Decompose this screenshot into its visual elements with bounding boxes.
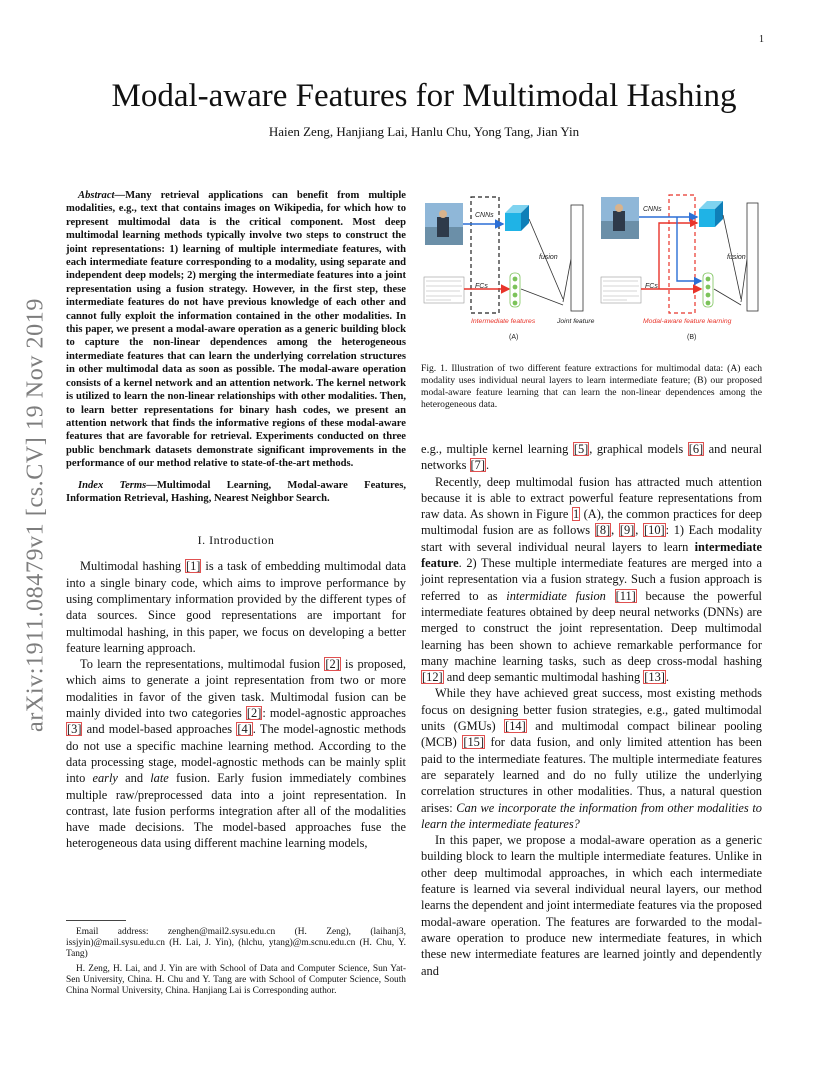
intro-paragraph-2: To learn the representations, multimodal fusion [2] is proposed, which aims to generate a joint representation from two or more modalities in favor of the given task. Multimodal fusion can be mainly divided into two categories [2]: model-agnostic approaches [3] and model-based approaches [4]. The model-agnostic methods do not use a specific machine learning method. According to the data processing stage, model-agnostic methods can be mainly split into early and late fusion. Early fusion immediately combines multiple raw/preprocessed data into a joint representation. In contrast, late fusion performs integration after all of the modalities have made decisions. The model-based approaches fuse the heterogeneous data using different machine learning models, xyxy=(66,657,407,851)
abstract xyxy=(66,189,406,471)
paragraph-continuation: e.g., multiple kernel learning [5], graphical models [6] and neural networks [7]. xyxy=(421,442,763,473)
label-modal-aware: Modal-aware feature learning xyxy=(643,318,732,325)
right-column-text xyxy=(421,441,762,979)
author-list: Haien Zeng, Hanjiang Lai, Hanlu Chu, Yong Tang, Jian Yin xyxy=(268,124,580,139)
citation-link[interactable]: [9] xyxy=(619,523,635,538)
citation-link[interactable]: [7] xyxy=(470,458,485,473)
fc-node xyxy=(706,277,711,282)
citation-link[interactable]: [11] xyxy=(615,588,636,603)
figure-caption: Fig. 1. Illustration of two different feature extractions for multimodal data: (A) each modality uses individual neural layers to learn intermediate feature; (B) our proposed modal-aware feature learning that can learn the non-linear dependences among the heterogeneous data. xyxy=(421,363,762,410)
label-joint-feature: Joint feature xyxy=(557,318,595,325)
paper-title: Modal-aware Features for Multimodal Hashing xyxy=(111,78,737,114)
citation-link[interactable]: [12] xyxy=(422,670,443,685)
figure-1-diagram xyxy=(421,189,762,349)
intro-paragraph-1: Multimodal hashing [1] is a task of embedding multimodal data into a single binary code, which aims to improve performance by using complimentary information provided by the different types of data sources. Since good representations are important for multimodal hashing, in this paper, we focus on developing a better feature learning approach. xyxy=(66,559,406,655)
joint-feature-bar-b xyxy=(747,203,758,311)
label-fusion-a: fusion xyxy=(539,254,558,261)
fc-node xyxy=(706,301,711,306)
citation-link[interactable]: [4] xyxy=(237,722,252,737)
fc-node xyxy=(513,301,518,306)
citation-link[interactable]: [8] xyxy=(595,523,611,538)
paragraph-limitations: While they have achieved great success, most existing methods focus on designing better fusion strategies, e.g., gated multimodal units (GMUs) [14] and multimodal compact bilinear pooling (MCB) [15] for data fusion, and only limited attention has been paid to the intermediate features. The multiple intermediate features are separately learned and do no fully utilize the underlying correlation structures in other modalities. Thus, a natural question arises: Can we incorporate the information from other modalities to learn the intermediate features? xyxy=(421,686,763,831)
fc-node xyxy=(513,293,518,298)
label-fcs-b: FCs xyxy=(645,283,658,290)
citation-link[interactable]: [2] xyxy=(325,657,340,672)
page-number: 1 xyxy=(759,34,764,45)
label-intermediate-features: Intermediate features xyxy=(471,318,536,325)
panel-a xyxy=(424,197,595,341)
footnote-rule xyxy=(66,920,126,921)
fc-node xyxy=(706,285,711,290)
cnn-cube-a xyxy=(505,205,529,231)
citation-link[interactable]: [6] xyxy=(688,442,704,456)
modal-aware-box xyxy=(669,195,695,313)
label-fusion-b: fusion xyxy=(727,254,746,261)
label-cnns-a: CNNs xyxy=(475,212,494,219)
right-column-top xyxy=(421,189,762,411)
abstract-label: Abstract xyxy=(78,190,115,201)
citation-link[interactable]: [10] xyxy=(644,523,665,538)
fc-node xyxy=(706,293,711,298)
footnote-email: Email address: zenghen@mail2.sysu.edu.cn (H. Zeng), (laihanj3, issjyin)@mail.sysu.edu.cn (H. Lai, J. Yin), (hlchu, ytang)@m.scnu.edu.cn (H. Chu, Y. Tang) xyxy=(66,927,406,960)
arxiv-stamp xyxy=(10,280,62,750)
fc-node xyxy=(513,285,518,290)
label-panel-b: (B) xyxy=(687,334,697,341)
panel-b xyxy=(601,195,758,341)
citation-link[interactable]: [5] xyxy=(573,442,589,456)
citation-link[interactable]: [2] xyxy=(246,706,262,721)
arxiv-id: arXiv:1911.08479v1 [cs.CV] 19 Nov 2019 xyxy=(22,298,49,732)
cnn-cube-b xyxy=(699,201,723,227)
paragraph-deep-fusion: Recently, deep multimodal fusion has attracted much attention because it is able to extract powerful feature representations from raw data. As shown in Figure 1 (A), the common practices for deep multimodal fusion are as follows [8], [9], [10]: 1) Each modality start with several individual neural layers to learn intermediate feature. 2) These multiple intermediate features are merged into a joint representation via a fusion strategy. Such a fusion approach is referred to as intermidiate fusion [11] because the powerful intermediate features obtained by deep neural networks (DNNs) are merged to construct the joint representation. Deep multimodal learning has been shown to achieve remarkable performance for many machine learning tasks, such as deep cross-modal hashing [12] and deep semantic multimodal hashing [13]. xyxy=(421,474,763,685)
citation-link[interactable]: [14] xyxy=(505,719,526,734)
fc-node xyxy=(513,277,518,282)
index-terms xyxy=(66,479,406,506)
section-heading: I. Introduction xyxy=(197,533,275,548)
label-panel-a: (A) xyxy=(509,334,519,341)
label-fcs-a: FCs xyxy=(475,283,488,290)
figure-link[interactable]: 1 xyxy=(572,507,580,522)
joint-feature-bar xyxy=(571,205,583,311)
footnote-affiliation: H. Zeng, H. Lai, and J. Yin are with School of Data and Computer Science, Sun Yat-Sen University, China. H. Chu and Y. Tang are with School of Computer Science, South China Normal University, China. Hanjiang Lai is Corresponding author. xyxy=(66,963,406,997)
label-cnns-b: CNNs xyxy=(643,206,662,213)
abstract-text: —Many retrieval applications can benefit from multiple modalities, e.g., text that contains images on Wikipedia, for which how to represent multimodal data is the critical component. Most deep multimodal learning methods typically involve two steps to construct the joint representations: 1) learning of multiple intermediate features, with each intermediate feature corresponding to a modality, using separate and independent deep models; 2) merging the intermediate features into a joint representation using a fusion strategy. However, in the first step, these intermediate features do not have previous knowledge of each other and cannot fully exploit the information contained in the other modalities. In this paper, we present a modal-aware operation as a generic building block to capture the non-linear dependences among the heterogeneous intermediate features that can learn the underlying correlation structures in other multimodal data as soon as possible. The modal-aware operation consists of a kernel network and an attention network. The kernel network is utilized to learn the non-linear relationships with other modalities. Then, to learn better representations for binary hash codes, we present an attention network that finds the informative regions of these modal-aware features that are favorable for retrieval. Experiments conducted on three public benchmark datasets demonstrate significant improvements in the performance of our method relative to state-of-the-art methods. xyxy=(66,190,406,470)
left-column xyxy=(66,189,406,852)
citation-link[interactable]: [1] xyxy=(185,559,201,574)
index-terms-text: —Multimodal Learning, Modal-aware Features, Information Retrieval, Hashing, Nearest Neighbor Search. xyxy=(66,479,406,504)
citation-link[interactable]: [13] xyxy=(644,670,665,685)
citation-link[interactable]: [15] xyxy=(463,735,484,750)
index-terms-label: Index Terms xyxy=(78,479,147,491)
footnotes xyxy=(66,920,406,1000)
paragraph-proposal: In this paper, we propose a modal-aware operation as a generic building block to learn the multiple intermediate features. Unlike in other deep multimodal approaches, in which each intermediate feature is learned via several individual neural layers, our method learns the dependent and joint intermediate features via the proposed modal-aware operation. The features are forwarded to the modal-aware operation to produce new intermediate features, in which these new intermediate features are learned jointly and dependently and xyxy=(421,833,762,978)
figure-1 xyxy=(421,189,762,351)
citation-link[interactable]: [3] xyxy=(67,722,82,737)
